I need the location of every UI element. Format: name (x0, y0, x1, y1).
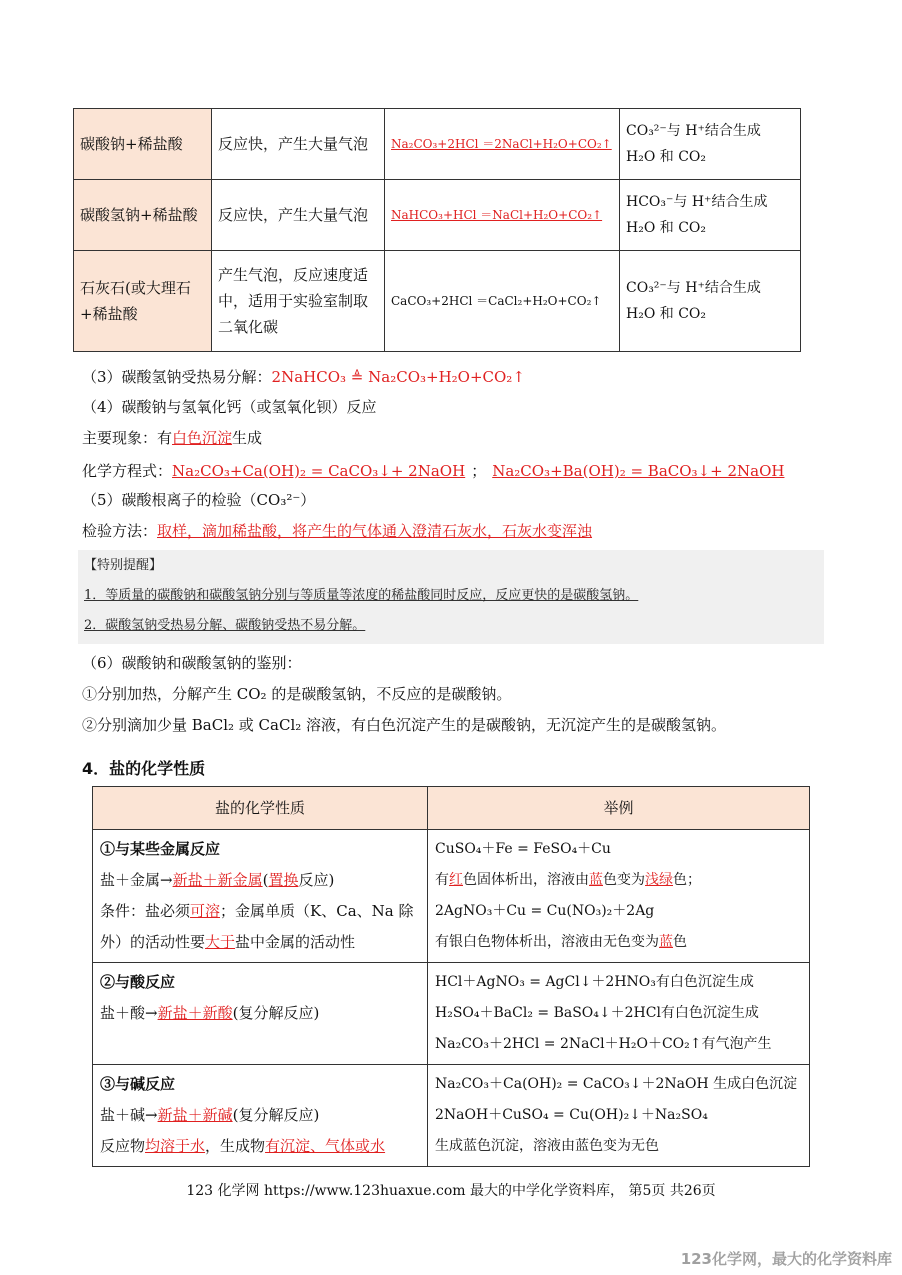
text: 盐＋金属→ (100, 871, 173, 889)
table-row (93, 963, 810, 1065)
text: ；金属单质（K、Ca、Na 除 (220, 902, 414, 920)
section-title: 4．盐的化学性质 (82, 759, 206, 778)
text: 盐＋酸→ (100, 1004, 158, 1022)
page-footer: 123 化学网 https://www.123huaxue.com 最大的中学化学资料库， 第5页 共26页 (186, 1183, 716, 1199)
base-example-cell (428, 1065, 810, 1167)
answer: 新盐＋新酸 (157, 1004, 233, 1022)
text: ( (262, 871, 269, 889)
header-example: 举例 (428, 787, 810, 830)
answer: 浅绿 (645, 872, 673, 888)
example-phenomenon (435, 865, 802, 896)
answer: 均溶于水 (145, 1137, 206, 1155)
item4-label: （4）碳酸钠与氢氧化钙（或氢氧化钡）反应 (82, 398, 377, 416)
text: 色； (673, 872, 701, 888)
text: 盐＋碱→ (100, 1106, 158, 1124)
item3-label: （3）碳酸氢钠受热易分解： (82, 368, 272, 386)
method-answer: 取样，滴加稀盐酸，将产生的气体通入澄清石灰水，石灰水变浑浊 (157, 522, 593, 540)
item6-label: （6）碳酸钠和碳酸氢钠的鉴别： (82, 654, 302, 672)
example-equation: 2AgNO₃＋Cu = Cu(NO₃)₂＋2Ag (435, 903, 655, 919)
table-row (74, 251, 801, 352)
base-line-1 (100, 1100, 420, 1131)
item6-method-2: ②分别滴加少量 BaCl₂ 或 CaCl₂ 溶液，有白色沉淀产生的是碳酸钠，无沉淀产生的是碳酸氢钠。 (82, 716, 727, 734)
phenomenon-tail: 生成 (232, 429, 263, 447)
text: ，生成物 (205, 1137, 266, 1155)
reminder-line-1: 1．等质量的碳酸钠和碳酸氢钠分别与等质量等浓度的稀盐酸同时反应，反应更快的是碳酸氢钠。 (84, 588, 639, 603)
answer: 新盐＋新碱 (157, 1106, 233, 1124)
base-line-2 (100, 1131, 420, 1162)
explanation-cell: HCO₃⁻与 H⁺结合生成 H₂O 和 CO₂ (620, 180, 801, 251)
special-reminder-box (78, 550, 824, 644)
explanation-cell: CO₃²⁻与 H⁺结合生成 H₂O 和 CO₂ (620, 109, 801, 180)
text: 条件：盐必须 (100, 902, 191, 920)
equation-cell: Na₂CO₃+2HCl ＝2NaCl+H₂O+CO₂↑ (385, 109, 620, 180)
answer: 大于 (205, 933, 236, 951)
text: 有银白色物体析出，溶液由无色变为 (435, 934, 659, 950)
item3-line (82, 366, 525, 388)
item4-phenomenon (82, 427, 262, 449)
phenomenon-cell: 产生气泡，反应速度适中，适用于实验室制取二氧化碳 (212, 251, 385, 352)
item5-method (82, 520, 592, 542)
answer: 置换 (268, 871, 299, 889)
separator: ； (471, 462, 487, 480)
table-row (93, 1065, 810, 1167)
acid-line-1 (100, 998, 420, 1029)
text: 盐中金属的活动性 (235, 933, 356, 951)
example-phenomenon: 生成蓝色沉淀，溶液由蓝色变为无色 (435, 1138, 659, 1154)
equation-cell: CaCO₃+2HCl ＝CaCl₂+H₂O+CO₂↑ (385, 251, 620, 352)
acid-property-cell (93, 963, 428, 1065)
answer: 新盐＋新金属 (172, 871, 263, 889)
text: 色固体析出，溶液由 (463, 872, 589, 888)
text: (复分解反应) (232, 1004, 320, 1022)
answer: 有沉淀、气体或水 (265, 1137, 386, 1155)
method-label: 检验方法： (82, 522, 158, 540)
metal-line-2 (100, 896, 420, 927)
text: 色 (673, 934, 687, 950)
phenomenon-cell: 反应快，产生大量气泡 (212, 180, 385, 251)
metal-line-3 (100, 927, 420, 958)
text: 有 (435, 872, 449, 888)
example-equation: Na₂CO₃＋Ca(OH)₂ = CaCO₃↓＋2NaOH 生成白色沉淀 (435, 1076, 798, 1092)
reaction-table (73, 108, 801, 352)
item6-method-1: ①分别加热，分解产生 CO₂ 的是碳酸氢钠，不反应的是碳酸钠。 (82, 685, 512, 703)
explanation-cell: CO₃²⁻与 H⁺结合生成 H₂O 和 CO₂ (620, 251, 801, 352)
item3-equation: 2NaHCO₃ ≜ Na₂CO₃+H₂O+CO₂↑ (271, 368, 525, 386)
example-equation: HCl＋AgNO₃ = AgCl↓＋2HNO₃有白色沉淀生成 (435, 974, 754, 990)
base-title: ③与碱反应 (100, 1075, 176, 1093)
example-equation: H₂SO₄＋BaCl₂ = BaSO₄↓＋2HCl有白色沉淀生成 (435, 1005, 759, 1021)
header-property: 盐的化学性质 (93, 787, 428, 830)
reminder-title: 【特别提醒】 (84, 558, 163, 573)
answer: 红 (449, 872, 463, 888)
equation-label: 化学方程式： (82, 462, 173, 480)
reactants-cell: 石灰石(或大理石+稀盐酸 (74, 251, 212, 352)
metal-line-1 (100, 865, 420, 896)
equation-1: Na₂CO₃+Ca(OH)₂ = CaCO₃↓+ 2NaOH (172, 462, 466, 480)
metal-title: ①与某些金属反应 (100, 840, 221, 858)
table-row (74, 109, 801, 180)
text: 外）的活动性要 (100, 933, 206, 951)
salt-properties-table (92, 786, 810, 1167)
equation-cell: NaHCO₃+HCl ＝NaCl+H₂O+CO₂↑ (385, 180, 620, 251)
answer: 蓝 (589, 872, 603, 888)
example-equation: 2NaOH＋CuSO₄ = Cu(OH)₂↓＋Na₂SO₄ (435, 1107, 708, 1123)
answer: 蓝 (659, 934, 673, 950)
reminder-line-2: 2．碳酸氢钠受热易分解、碳酸钠受热不易分解。 (84, 618, 366, 633)
text: (复分解反应) (232, 1106, 320, 1124)
text: 反应物 (100, 1137, 146, 1155)
metal-example-cell (428, 830, 810, 963)
text: 反应) (298, 871, 335, 889)
reactants-cell: 碳酸氢钠+稀盐酸 (74, 180, 212, 251)
phenomenon-cell: 反应快，产生大量气泡 (212, 109, 385, 180)
table-row (93, 830, 810, 963)
item5-label: （5）碳酸根离子的检验（CO₃²⁻） (82, 491, 316, 509)
example-equation: Na₂CO₃＋2HCl = 2NaCl＋H₂O＋CO₂↑有气泡产生 (435, 1036, 772, 1052)
watermark: 123化学网，最大的化学资料库 (680, 1250, 892, 1268)
table-row (74, 180, 801, 251)
text: 色变为 (603, 872, 645, 888)
metal-property-cell (93, 830, 428, 963)
phenomenon-label: 主要现象：有 (82, 429, 173, 447)
example-equation: CuSO₄＋Fe = FeSO₄＋Cu (435, 841, 611, 857)
reactants-cell: 碳酸钠+稀盐酸 (74, 109, 212, 180)
acid-example-cell (428, 963, 810, 1065)
table-header-row (93, 787, 810, 830)
item4-equations (82, 460, 784, 482)
phenomenon-answer: 白色沉淀 (172, 429, 233, 447)
example-phenomenon (435, 927, 802, 958)
answer: 可溶 (190, 902, 221, 920)
equation-2: Na₂CO₃+Ba(OH)₂ = BaCO₃↓+ 2NaOH (492, 462, 785, 480)
acid-title: ②与酸反应 (100, 973, 176, 991)
base-property-cell (93, 1065, 428, 1167)
